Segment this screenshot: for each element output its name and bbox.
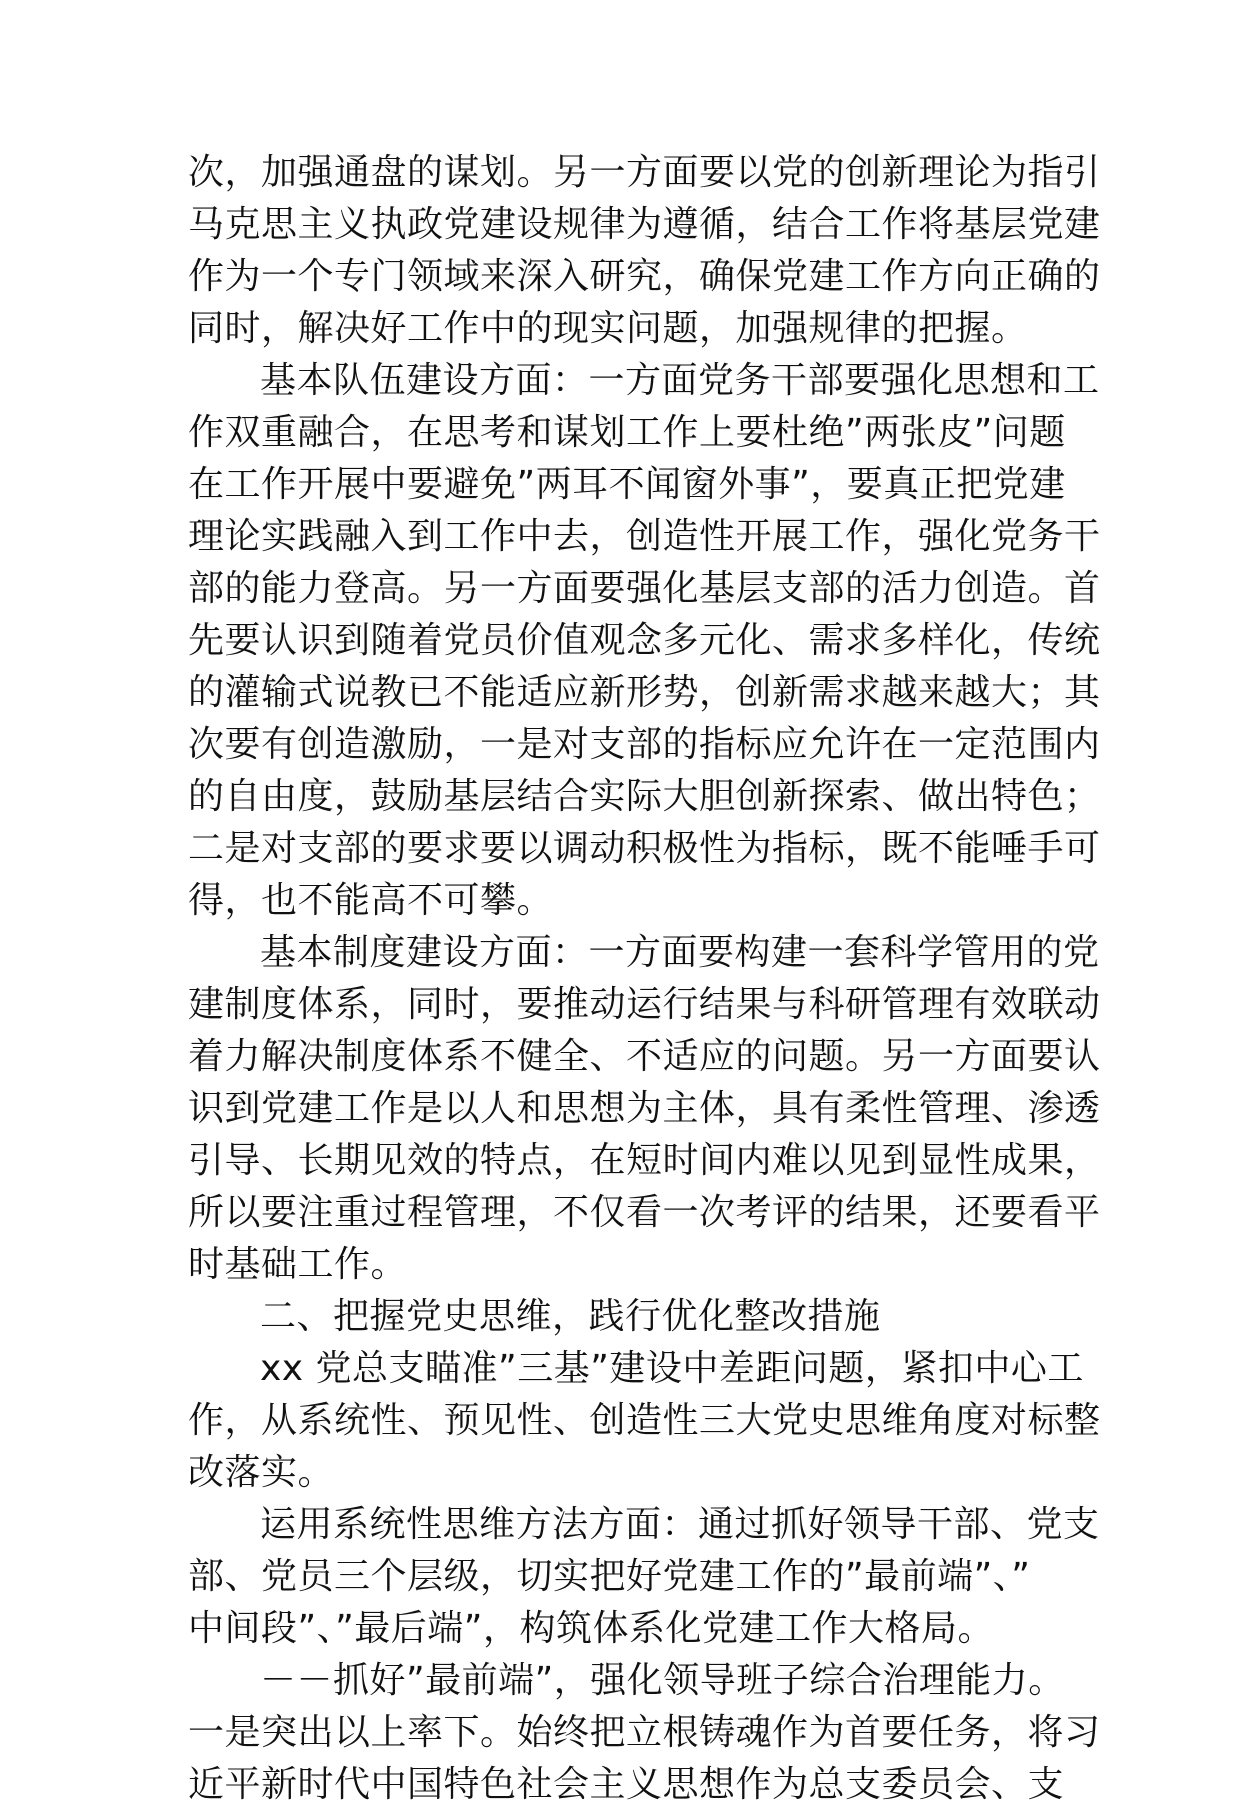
paragraph-line: 时基础工作。 bbox=[188, 1244, 408, 1285]
paragraph-line: 的自由度，鼓励基层结合实际大胆创新探索、做出特色； bbox=[188, 776, 1101, 817]
paragraph-line: 先要认识到随着党员价值观念多元化、需求多样化，传统 bbox=[188, 620, 1101, 661]
paragraph-line: 改落实。 bbox=[188, 1452, 335, 1493]
paragraph-line: 马克思主义执政党建设规律为遵循，结合工作将基层党建 bbox=[188, 204, 1101, 245]
paragraph-line: 部的能力登高。另一方面要强化基层支部的活力创造。首 bbox=[188, 568, 1101, 609]
document-body bbox=[188, 147, 1101, 1811]
paragraph-first-line: 基本队伍建设方面：一方面党务干部要强化思想和工 bbox=[260, 360, 1100, 401]
paragraph-first-line: －－抓好”最前端”，强化领导班子综合治理能力。 bbox=[260, 1660, 1065, 1701]
paragraph-line: 同时，解决好工作中的现实问题，加强规律的把握。 bbox=[188, 308, 1028, 349]
paragraph-line: 近平新时代中国特色社会主义思想作为总支委员会、支 bbox=[188, 1764, 1065, 1805]
paragraph-first-line: xx 党总支瞄准”三基”建设中差距问题，紧扣中心工 bbox=[260, 1348, 1084, 1389]
paragraph-line: 识到党建工作是以人和思想为主体，具有柔性管理、渗透 bbox=[188, 1088, 1101, 1129]
paragraph-line: 中间段”、”最后端”，构筑体系化党建工作大格局。 bbox=[188, 1608, 994, 1649]
paragraph-line: 得，也不能高不可攀。 bbox=[188, 880, 554, 921]
paragraph-line: 引导、长期见效的特点，在短时间内难以见到显性成果， bbox=[188, 1140, 1101, 1181]
paragraph-line: 在工作开展中要避免”两耳不闻窗外事”，要真正把党建 bbox=[188, 464, 1066, 505]
paragraph-line: 所以要注重过程管理，不仅看一次考评的结果，还要看平 bbox=[188, 1192, 1101, 1233]
paragraph-line: 的灌输式说教已不能适应新形势，创新需求越来越大；其 bbox=[188, 672, 1101, 713]
paragraph-line: 次，加强通盘的谋划。另一方面要以党的创新理论为指引 bbox=[188, 152, 1101, 193]
paragraph-line: 理论实践融入到工作中去，创造性开展工作，强化党务干 bbox=[188, 516, 1101, 557]
paragraph-first-line: 运用系统性思维方法方面：通过抓好领导干部、党支 bbox=[260, 1504, 1100, 1545]
paragraph-first-line: 基本制度建设方面：一方面要构建一套科学管用的党 bbox=[260, 932, 1100, 973]
paragraph-line: 作双重融合，在思考和谋划工作上要杜绝”两张皮”问题 bbox=[188, 412, 1066, 453]
paragraph-line: 作，从系统性、预见性、创造性三大党史思维角度对标整 bbox=[188, 1400, 1101, 1441]
paragraph-line: 着力解决制度体系不健全、不适应的问题。另一方面要认 bbox=[188, 1036, 1101, 1077]
paragraph-line: 作为一个专门领域来深入研究，确保党建工作方向正确的 bbox=[188, 256, 1101, 297]
paragraph-line: 建制度体系，同时，要推动运行结果与科研管理有效联动 bbox=[188, 984, 1101, 1025]
paragraph-line: 一是突出以上率下。始终把立根铸魂作为首要任务，将习 bbox=[188, 1712, 1101, 1753]
paragraph-line: 二是对支部的要求要以调动积极性为指标，既不能唾手可 bbox=[188, 828, 1101, 869]
section-heading: 二、把握党史思维，践行优化整改措施 bbox=[260, 1296, 881, 1337]
paragraph-line: 部、党员三个层级，切实把好党建工作的”最前端”、” bbox=[188, 1556, 1031, 1597]
paragraph-line: 次要有创造激励，一是对支部的指标应允许在一定范围内 bbox=[188, 724, 1101, 765]
